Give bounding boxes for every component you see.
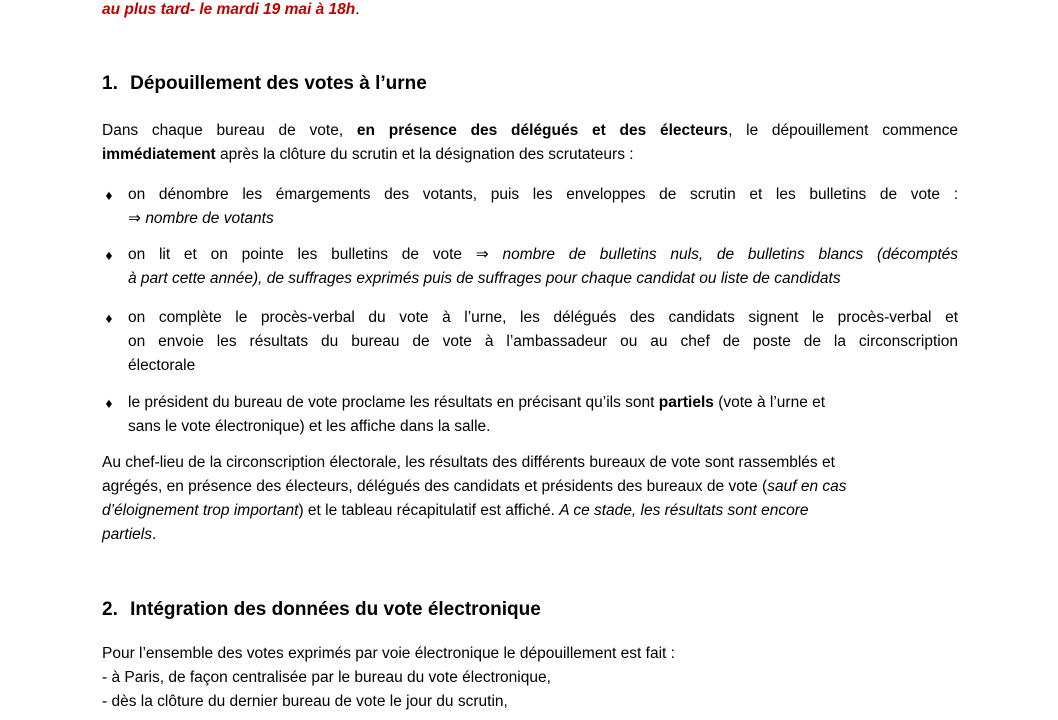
bullet-4-line-2: sans le vote électronique) et les affiche dans la salle.	[128, 418, 491, 435]
bullet-4-bold: partiels	[658, 394, 714, 411]
bullet-item-4	[105, 391, 958, 439]
diamond-bullet-icon: ♦	[105, 247, 113, 263]
intro-bold-2: immédiatement	[102, 146, 216, 163]
bullet-2-italic-2: à part cette année), de suffrages exprimés puis de suffrages pour chaque candidat ou liste de candidats	[128, 270, 841, 287]
section-2-intro: Pour l’ensemble des votes exprimés par voie électronique le dépouillement est fait :	[102, 645, 675, 662]
bullet-3-line-2: on envoie les résultats du bureau de vote à l’ambassadeur ou au chef de poste de la circonscription	[128, 333, 958, 350]
p2-line-4-text: .	[151, 526, 157, 543]
implies-arrow-icon: ⇒	[128, 210, 141, 227]
section-2-body	[102, 642, 958, 714]
section-2-item-2: - dès la clôture du dernier bureau de vote le jour du scrutin,	[102, 693, 508, 710]
p2-line-2-text: agrégés, en présence des électeurs, délégués des candidats et présidents des bureaux de vote (	[102, 478, 768, 495]
bullet-3-line-3: électorale	[128, 357, 196, 374]
section-2-title: Intégration des données du vote électronique	[130, 599, 541, 620]
section-2-number: 2.	[102, 599, 118, 620]
section-1-heading	[102, 71, 427, 97]
section-1-title: Dépouillement des votes à l’urne	[130, 73, 427, 94]
intro-text-c: après la clôture du scrutin et la désignation des scrutateurs :	[220, 146, 634, 163]
bullet-1-text: on dénombre les émargements des votants, puis les enveloppes de scrutin et les bulletins de vote :	[128, 186, 958, 203]
bullet-item-3	[105, 306, 958, 378]
diamond-bullet-icon: ♦	[105, 395, 113, 411]
intro-bold: en présence des délégués et des électeurs	[356, 122, 729, 139]
bullet-item-2	[105, 243, 958, 291]
p2-line-3-italic-2: A ce stade, les résultats sont encore	[559, 502, 809, 519]
section-1-number: 1.	[102, 73, 118, 94]
section-1-paragraph-2	[102, 451, 958, 547]
intro-text-a: Dans chaque bureau de vote,	[102, 122, 344, 139]
deadline-line	[102, 0, 360, 22]
p2-line-4-italic: partiels	[102, 526, 152, 543]
diamond-bullet-icon: ♦	[105, 187, 113, 203]
p2-line-3-text: ) et le tableau récapitulatif est affiché.	[298, 502, 555, 519]
p2-line-1: Au chef-lieu de la circonscription électorale, les résultats des différents bureaux de vote sont rassemblés et	[102, 454, 835, 471]
bullet-3-line-1: on complète le procès-verbal du vote à l’urne, les délégués des candidats signent le procès-verbal et	[128, 309, 958, 326]
p2-line-3-italic: d’éloignement trop important	[102, 502, 299, 519]
implies-arrow-icon: ⇒	[475, 246, 489, 263]
section-2-heading	[102, 597, 541, 623]
section-1-intro	[102, 119, 958, 167]
bullet-4-text-b: (vote à l’urne et	[718, 394, 826, 411]
bullet-4-text-a: le président du bureau de vote proclame les résultats en précisant qu’ils sont	[128, 394, 655, 411]
bullet-1-italic: nombre de votants	[145, 210, 274, 227]
deadline-text: au plus tard- le mardi 19 mai à 18h	[102, 1, 356, 18]
deadline-period: .	[355, 1, 360, 18]
bullet-2-italic-1: nombre de bulletins nuls, de bulletins blancs (décomptés	[502, 246, 958, 263]
bullet-2-text: on lit et on pointe les bulletins de vote	[128, 246, 462, 263]
intro-text-b: , le dépouillement commence	[728, 122, 959, 139]
diamond-bullet-icon: ♦	[105, 310, 113, 326]
p2-line-2-italic: sauf en cas	[767, 478, 847, 495]
bullet-item-1	[105, 183, 958, 231]
section-2-item-1: - à Paris, de façon centralisée par le bureau du vote électronique,	[102, 669, 551, 686]
